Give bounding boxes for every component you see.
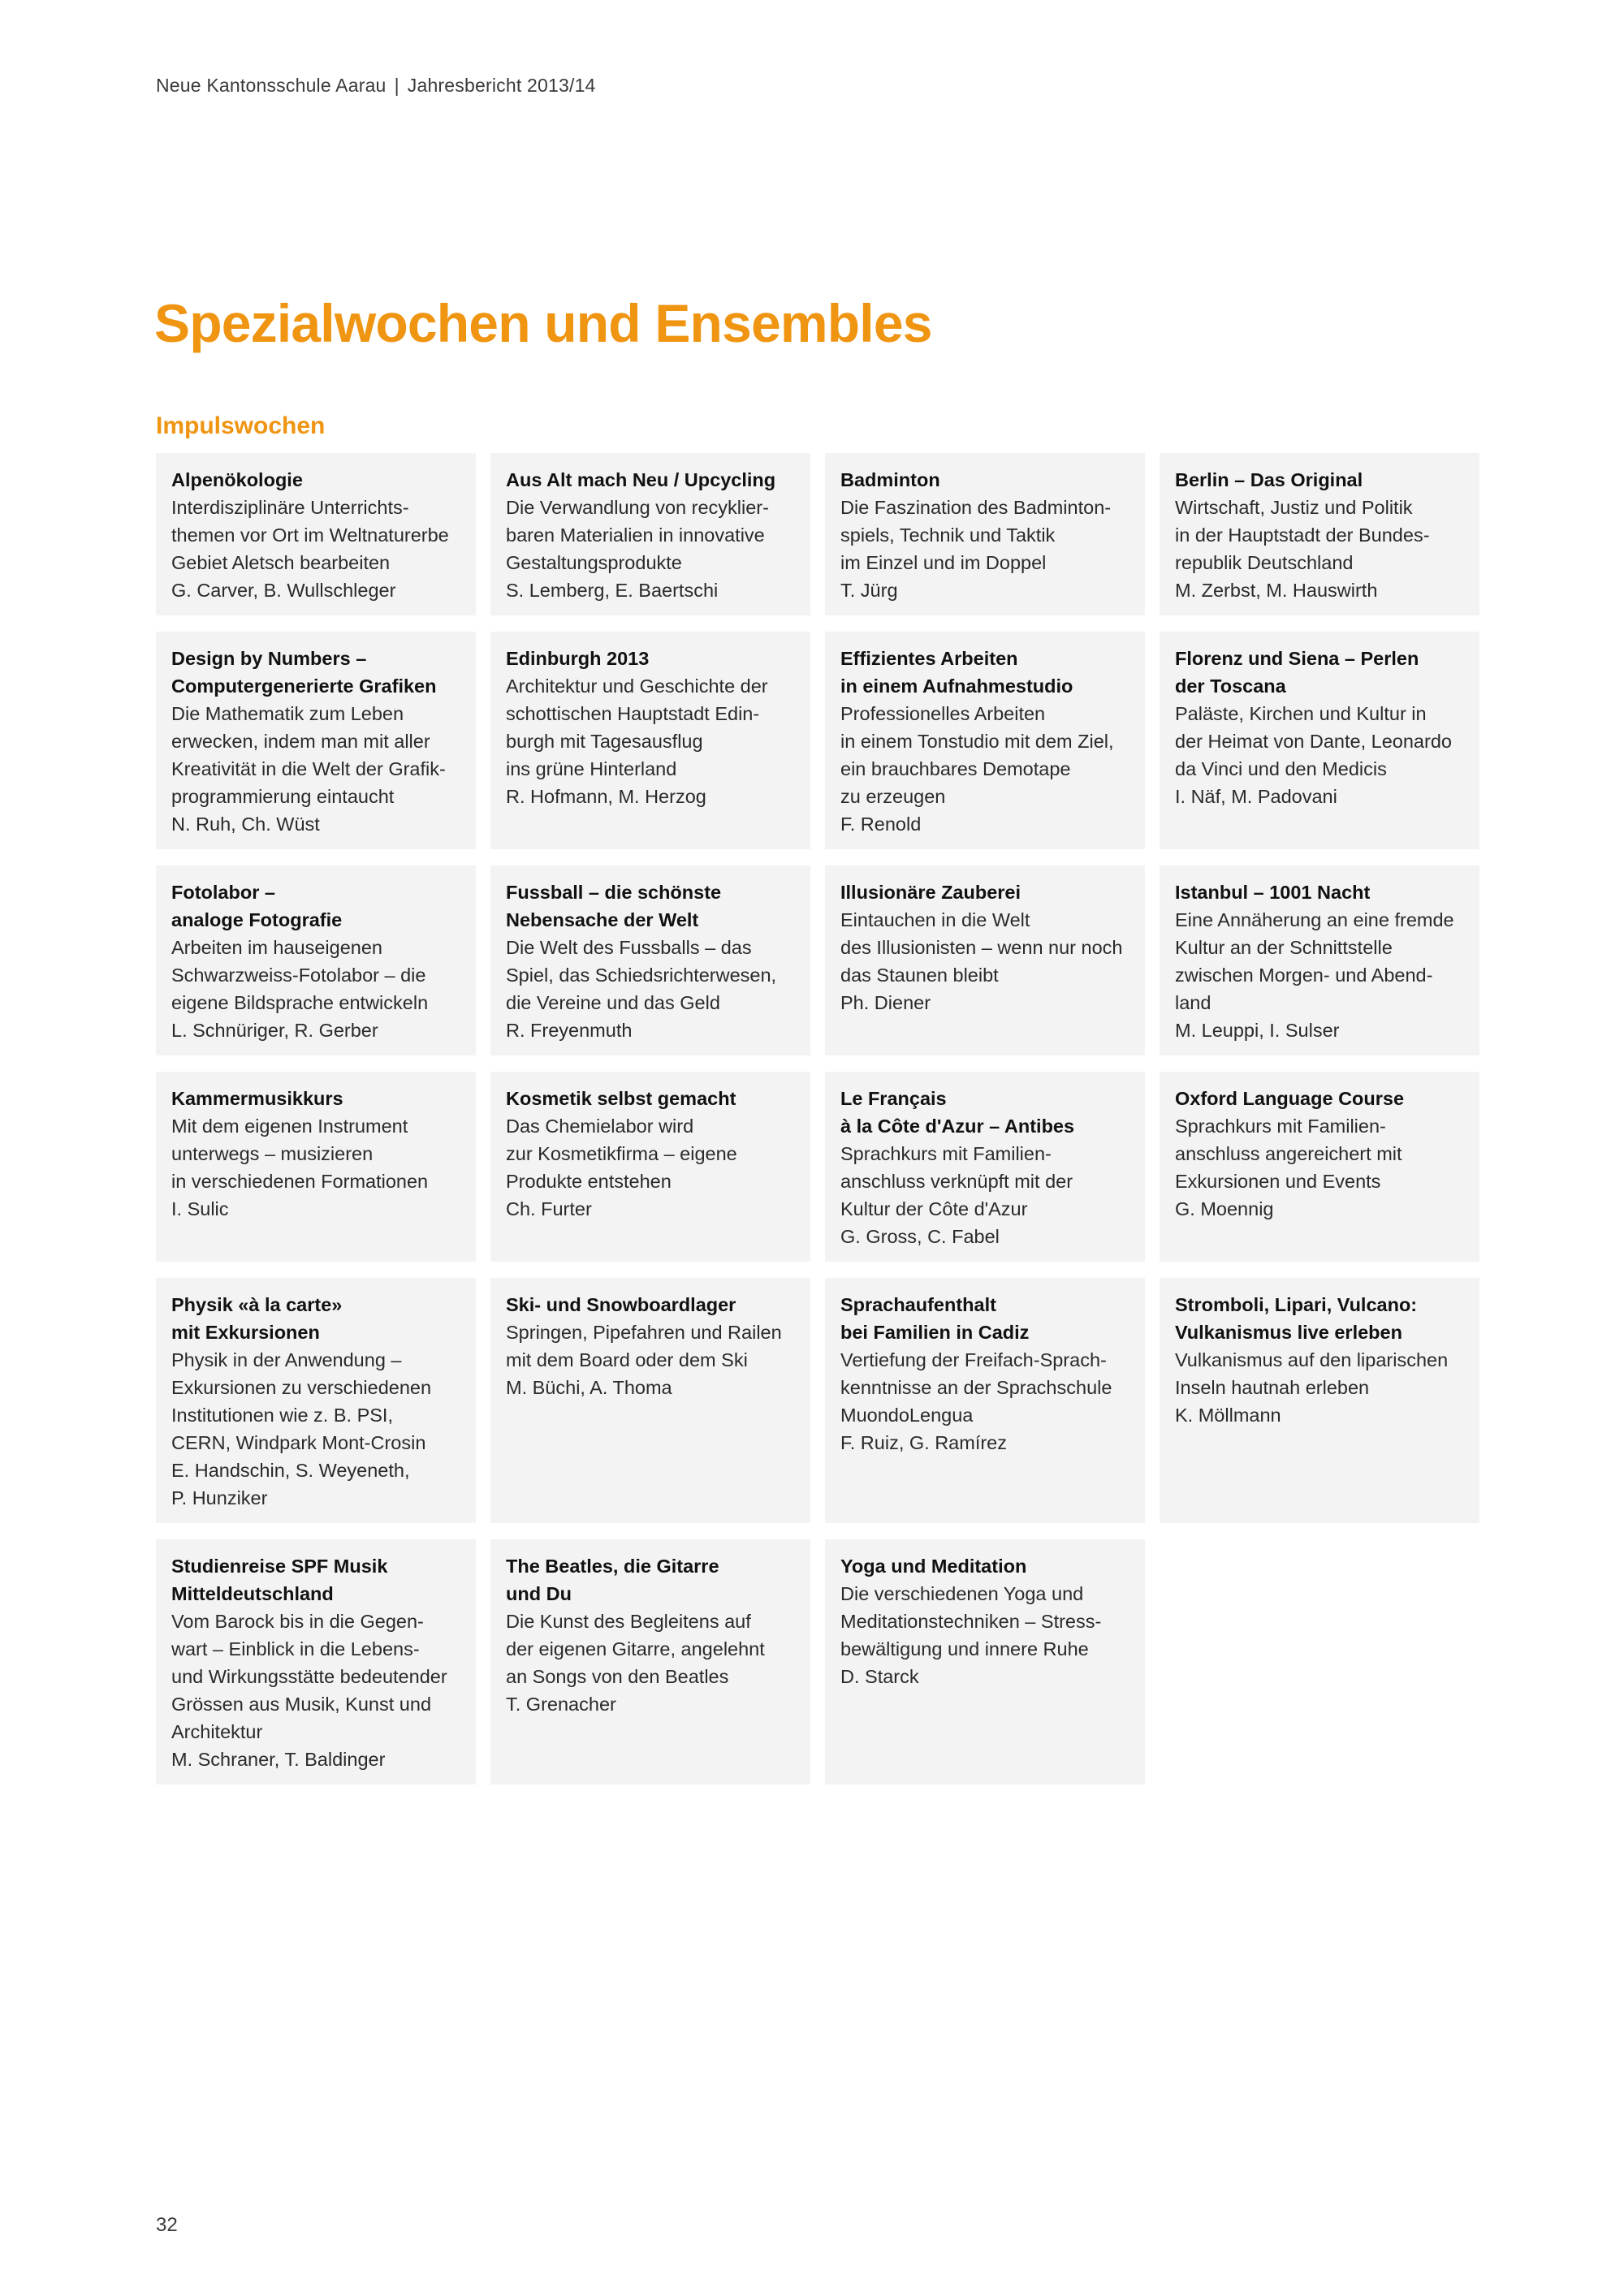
course-card <box>825 1072 1145 1262</box>
course-teachers: R. Freyenmuth <box>506 1020 633 1041</box>
course-description: Eine Annäherung an eine fremde Kultur an der Schnittstelle zwischen Morgen- und Abend- land <box>1175 909 1454 1013</box>
course-title: Edinburgh 2013 <box>506 648 650 669</box>
course-card <box>490 865 810 1055</box>
course-teachers: M. Zerbst, M. Hauswirth <box>1175 580 1378 601</box>
course-title: Studienreise SPF Musik Mitteldeutschland <box>171 1556 388 1604</box>
course-card <box>156 1072 476 1262</box>
course-description: Professionelles Arbeiten in einem Tonstudio mit dem Ziel, ein brauchbares Demotape zu erzeugen <box>840 703 1114 807</box>
course-description: Sprachkurs mit Familien- anschluss angereichert mit Exkursionen und Events <box>1175 1116 1402 1192</box>
course-teachers: D. Starck <box>840 1666 919 1687</box>
course-description: Architektur und Geschichte der schottischen Hauptstadt Edin- burgh mit Tagesausflug ins grüne Hinterland <box>506 675 768 779</box>
course-card <box>490 1539 810 1785</box>
course-teachers: M. Büchi, A. Thoma <box>506 1377 672 1398</box>
course-title: Design by Numbers – Computergenerierte Grafiken <box>171 648 437 697</box>
course-card <box>825 453 1145 615</box>
course-title: Yoga und Meditation <box>840 1556 1027 1577</box>
course-teachers: G. Gross, C. Fabel <box>840 1226 1000 1247</box>
course-card <box>156 632 476 849</box>
course-title: Le Français à la Côte d'Azur – Antibes <box>840 1088 1075 1137</box>
course-card <box>825 632 1145 849</box>
course-description: Vulkanismus auf den liparischen Inseln hautnah erleben <box>1175 1349 1449 1398</box>
course-description: Eintauchen in die Welt des Illusionisten – wenn nur noch das Staunen bleibt <box>840 909 1123 986</box>
course-description: Springen, Pipefahren und Railen mit dem Board oder dem Ski <box>506 1322 782 1370</box>
course-description: Die Mathematik zum Leben erwecken, indem man mit aller Kreativität in die Welt der Grafik- programmierung eintaucht <box>171 703 446 807</box>
course-description: Das Chemielabor wird zur Kosmetikfirma – eigene Produkte entstehen <box>506 1116 737 1192</box>
course-description: Paläste, Kirchen und Kultur in der Heimat von Dante, Leonardo da Vinci und den Medicis <box>1175 703 1452 779</box>
course-card <box>156 1278 476 1523</box>
course-title: Ski- und Snowboardlager <box>506 1294 736 1315</box>
course-teachers: I. Näf, M. Padovani <box>1175 786 1337 807</box>
course-description: Die Welt des Fussballs – das Spiel, das Schiedsrichterwesen, die Vereine und das Geld <box>506 937 777 1013</box>
course-title: Badminton <box>840 469 940 490</box>
course-description: Die Kunst des Begleitens auf der eigenen Gitarre, angelehnt an Songs von den Beatles <box>506 1611 765 1687</box>
course-teachers: G. Carver, B. Wullschleger <box>171 580 396 601</box>
course-teachers: N. Ruh, Ch. Wüst <box>171 814 320 835</box>
course-card <box>490 453 810 615</box>
course-card <box>156 865 476 1055</box>
course-card <box>1160 1072 1479 1262</box>
course-card <box>490 1278 810 1523</box>
course-title: Istanbul – 1001 Nacht <box>1175 882 1371 903</box>
course-teachers: L. Schnüriger, R. Gerber <box>171 1020 378 1041</box>
course-description: Interdisziplinäre Unterrichts- themen vor Ort im Weltnaturerbe Gebiet Aletsch bearbeiten <box>171 497 449 573</box>
course-teachers: E. Handschin, S. Weyeneth, P. Hunziker <box>171 1460 410 1508</box>
course-title: Alpenökologie <box>171 469 303 490</box>
course-teachers: Ph. Diener <box>840 992 931 1013</box>
course-title: Oxford Language Course <box>1175 1088 1405 1109</box>
course-teachers: K. Möllmann <box>1175 1405 1281 1426</box>
course-description: Die verschiedenen Yoga und Meditationstechniken – Stress- bewältigung und innere Ruhe <box>840 1583 1102 1659</box>
course-title: Kosmetik selbst gemacht <box>506 1088 736 1109</box>
course-teachers: F. Ruiz, G. Ramírez <box>840 1432 1008 1453</box>
course-card <box>825 865 1145 1055</box>
header-separator: | <box>394 75 400 96</box>
course-title: Kammermusikkurs <box>171 1088 343 1109</box>
course-card <box>825 1539 1145 1785</box>
course-card <box>1160 1278 1479 1523</box>
course-teachers: I. Sulic <box>171 1198 229 1219</box>
course-card <box>1160 865 1479 1055</box>
course-teachers: F. Renold <box>840 814 922 835</box>
course-teachers: S. Lemberg, E. Baertschi <box>506 580 719 601</box>
course-card <box>156 453 476 615</box>
school-name: Neue Kantonsschule Aarau <box>156 75 387 96</box>
course-description: Mit dem eigenen Instrument unterwegs – musizieren in verschiedenen Formationen <box>171 1116 429 1192</box>
course-title: Fussball – die schönste Nebensache der Welt <box>506 882 722 930</box>
course-grid <box>156 453 1479 1785</box>
course-title: Sprachaufenthalt bei Familien in Cadiz <box>840 1294 1030 1343</box>
course-teachers: R. Hofmann, M. Herzog <box>506 786 706 807</box>
course-card <box>490 1072 810 1262</box>
course-teachers: G. Moennig <box>1175 1198 1274 1219</box>
course-teachers: T. Jürg <box>840 580 898 601</box>
course-description: Wirtschaft, Justiz und Politik in der Hauptstadt der Bundes- republik Deutschland <box>1175 497 1430 573</box>
page-title: Spezialwochen und Ensembles <box>154 293 932 353</box>
course-description: Vertiefung der Freifach-Sprach- kenntnisse an der Sprachschule MuondoLengua <box>840 1349 1112 1426</box>
course-title: Illusionäre Zauberei <box>840 882 1021 903</box>
course-teachers: M. Leuppi, I. Sulser <box>1175 1020 1340 1041</box>
course-title: Stromboli, Lipari, Vulcano: Vulkanismus live erleben <box>1175 1294 1418 1343</box>
course-card <box>490 632 810 849</box>
course-title: Aus Alt mach Neu / Upcycling <box>506 469 776 490</box>
page-number: 32 <box>156 2214 178 2236</box>
course-card <box>1160 632 1479 849</box>
course-description: Arbeiten im hauseigenen Schwarzweiss-Fotolabor – die eigene Bildsprache entwickeln <box>171 937 429 1013</box>
course-description: Sprachkurs mit Familien- anschluss verknüpft mit der Kultur der Côte d'Azur <box>840 1143 1073 1219</box>
course-card <box>825 1278 1145 1523</box>
course-teachers: T. Grenacher <box>506 1694 616 1715</box>
course-teachers: Ch. Furter <box>506 1198 592 1219</box>
report-name: Jahresbericht 2013/14 <box>407 75 596 96</box>
running-header <box>156 75 596 97</box>
course-card <box>1160 453 1479 615</box>
course-title: Berlin – Das Original <box>1175 469 1363 490</box>
course-title: Fotolabor – analoge Fotografie <box>171 882 343 930</box>
course-teachers: M. Schraner, T. Baldinger <box>171 1749 386 1770</box>
course-card <box>156 1539 476 1785</box>
section-heading-impulswochen: Impulswochen <box>156 412 326 439</box>
course-title: Effizientes Arbeiten in einem Aufnahmestudio <box>840 648 1073 697</box>
course-title: Physik «à la carte» mit Exkursionen <box>171 1294 343 1343</box>
course-title: The Beatles, die Gitarre und Du <box>506 1556 719 1604</box>
course-description: Physik in der Anwendung – Exkursionen zu verschiedenen Institutionen wie z. B. PSI, CERN, Windpark Mont-Crosin <box>171 1349 432 1453</box>
course-description: Die Verwandlung von recyklier- baren Materialien in innovative Gestaltungsprodukte <box>506 497 769 573</box>
course-description: Die Faszination des Badminton- spiels, Technik und Taktik im Einzel und im Doppel <box>840 497 1112 573</box>
course-description: Vom Barock bis in die Gegen- wart – Einblick in die Lebens- und Wirkungsstätte bedeutender Grössen aus Musik, Kunst und Architektur <box>171 1611 447 1742</box>
course-title: Florenz und Siena – Perlen der Toscana <box>1175 648 1419 697</box>
